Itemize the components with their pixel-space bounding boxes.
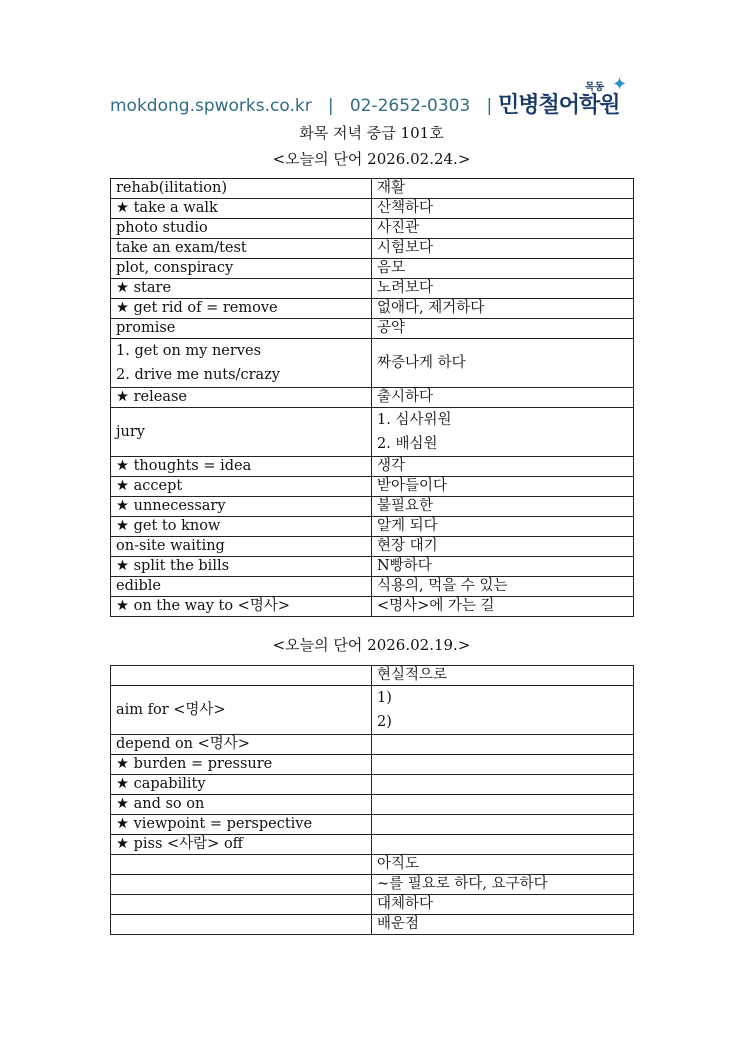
korean-meaning-cell (372, 557, 634, 577)
korean-meaning-cell (372, 775, 634, 795)
korean-meaning: 사진관 (377, 220, 420, 236)
english-term: edible (116, 578, 162, 594)
logo-star-icon: ✦ (612, 74, 628, 95)
english-term-cell (111, 775, 372, 795)
english-term-cell (111, 219, 372, 239)
english-term: ★ piss <사람> off (116, 836, 243, 852)
english-term: ★ burden = pressure (116, 756, 273, 772)
korean-meaning-cell (372, 795, 634, 815)
table-row (111, 735, 634, 755)
academy-logo: 민병철어학원 (498, 93, 620, 118)
korean-meaning: 아직도 (377, 856, 420, 872)
class-title: 화목 저녁 중급 101호 (299, 124, 444, 142)
korean-meaning-cell (372, 666, 634, 686)
table-row (111, 577, 634, 597)
korean-meaning-cell (372, 597, 634, 617)
english-term: rehab(ilitation) (116, 180, 228, 196)
korean-meaning-cell (372, 477, 634, 497)
table-row (111, 259, 634, 279)
english-term-cell (111, 319, 372, 339)
korean-meaning: ~를 필요로 하다, 요구하다 (377, 876, 548, 892)
korean-meaning: 출시하다 (377, 389, 434, 405)
korean-meaning-cell (372, 259, 634, 279)
english-term: plot, conspiracy (116, 260, 234, 276)
english-term-cell (111, 497, 372, 517)
korean-meaning: 2) (377, 714, 392, 730)
table-row (111, 855, 634, 875)
table-row (111, 815, 634, 835)
english-term: aim for <명사> (116, 701, 226, 718)
english-term: depend on <명사> (116, 736, 250, 752)
english-term-cell (111, 915, 372, 935)
korean-meaning: 현장 대기 (377, 538, 438, 554)
contact-line: mokdong.spworks.co.kr | 02-2652-0303 | (110, 96, 493, 116)
english-term: ★ stare (116, 280, 172, 296)
table-row (111, 557, 634, 577)
korean-meaning: 노려보다 (377, 280, 434, 296)
english-term-cell (111, 279, 372, 299)
korean-meaning: 1) (377, 690, 392, 706)
table-row (111, 755, 634, 775)
korean-meaning-cell (372, 239, 634, 259)
korean-meaning-cell (372, 299, 634, 319)
table-row (111, 199, 634, 219)
english-term: 1. get on my nerves (116, 343, 262, 359)
table-row (111, 299, 634, 319)
table-row (111, 597, 634, 617)
english-term-cell (111, 299, 372, 319)
table-row (111, 319, 634, 339)
table-row (111, 339, 634, 388)
english-term-cell (111, 388, 372, 408)
table-row (111, 219, 634, 239)
korean-meaning: 재활 (377, 180, 406, 196)
english-term-cell (111, 666, 372, 686)
english-term: photo studio (116, 220, 208, 236)
logo-branch: 목동 (585, 82, 605, 93)
table-row (111, 835, 634, 855)
korean-meaning-cell (372, 875, 634, 895)
table-row (111, 239, 634, 259)
korean-meaning: 현실적으로 (377, 667, 448, 683)
english-term-cell (111, 597, 372, 617)
english-term: 2. drive me nuts/crazy (116, 367, 280, 383)
english-term-cell (111, 259, 372, 279)
korean-meaning-cell (372, 319, 634, 339)
english-term-cell (111, 895, 372, 915)
korean-meaning: 음모 (377, 260, 406, 276)
english-term-cell (111, 199, 372, 219)
table-row (111, 895, 634, 915)
english-term-cell (111, 477, 372, 497)
table-row (111, 497, 634, 517)
table-row (111, 915, 634, 935)
english-term-cell (111, 577, 372, 597)
english-term: ★ take a walk (116, 200, 218, 216)
english-term-cell (111, 755, 372, 775)
english-term: ★ release (116, 389, 188, 405)
korean-meaning-cell (372, 339, 634, 388)
table-row (111, 457, 634, 477)
korean-meaning: N빵하다 (377, 558, 432, 574)
korean-meaning-cell (372, 457, 634, 477)
korean-meaning: 1. 심사위원 (377, 412, 452, 428)
korean-meaning-cell (372, 895, 634, 915)
english-term: ★ thoughts = idea (116, 458, 252, 474)
english-term: ★ on the way to <명사> (116, 598, 290, 614)
korean-meaning-cell (372, 686, 634, 735)
english-term: ★ accept (116, 478, 183, 494)
korean-meaning: 불필요한 (377, 498, 434, 514)
table-row (111, 179, 634, 199)
english-term: jury (116, 423, 145, 440)
korean-meaning-cell (372, 219, 634, 239)
english-term-cell (111, 179, 372, 199)
table-row (111, 686, 634, 735)
korean-meaning: 생각 (377, 458, 406, 474)
english-term-cell (111, 457, 372, 477)
korean-meaning: 짜증나게 하다 (377, 354, 466, 371)
table-row (111, 388, 634, 408)
korean-meaning-cell (372, 408, 634, 457)
korean-meaning-cell (372, 915, 634, 935)
english-term-cell (111, 815, 372, 835)
korean-meaning-cell (372, 179, 634, 199)
korean-meaning-cell (372, 855, 634, 875)
table-row (111, 517, 634, 537)
korean-meaning-cell (372, 279, 634, 299)
korean-meaning-cell (372, 537, 634, 557)
korean-meaning: 알게 되다 (377, 518, 438, 534)
korean-meaning: 2. 배심원 (377, 436, 438, 452)
korean-meaning-cell (372, 835, 634, 855)
korean-meaning: 대체하다 (377, 896, 434, 912)
english-term-cell (111, 686, 372, 735)
english-term-cell (111, 835, 372, 855)
korean-meaning: 없애다, 제거하다 (377, 300, 485, 316)
korean-meaning-cell (372, 517, 634, 537)
korean-meaning: 공약 (377, 320, 406, 336)
english-term: on-site waiting (116, 538, 225, 554)
english-term-cell (111, 875, 372, 895)
table-row (111, 537, 634, 557)
vocab-table-0224 (110, 178, 634, 617)
table-row (111, 795, 634, 815)
english-term-cell (111, 339, 372, 388)
korean-meaning-cell (372, 199, 634, 219)
english-term: ★ viewpoint = perspective (116, 816, 313, 832)
korean-meaning: <명사>에 가는 길 (377, 598, 495, 614)
table-row (111, 408, 634, 457)
english-term-cell (111, 795, 372, 815)
table-row (111, 775, 634, 795)
english-term-cell (111, 517, 372, 537)
section-title-0224: <오늘의 단어 2026.02.24.> (272, 150, 471, 168)
english-term-cell (111, 408, 372, 457)
table-row (111, 875, 634, 895)
english-term: ★ get to know (116, 518, 221, 534)
english-term: ★ split the bills (116, 558, 230, 574)
english-term: ★ unnecessary (116, 498, 226, 514)
korean-meaning-cell (372, 755, 634, 775)
english-term-cell (111, 239, 372, 259)
korean-meaning-cell (372, 497, 634, 517)
section-title-0219: <오늘의 단어 2026.02.19.> (272, 636, 471, 654)
korean-meaning-cell (372, 388, 634, 408)
korean-meaning: 산책하다 (377, 200, 434, 216)
english-term-cell (111, 537, 372, 557)
korean-meaning: 받아들이다 (377, 478, 448, 494)
english-term-cell (111, 735, 372, 755)
korean-meaning: 식용의, 먹을 수 있는 (377, 578, 508, 594)
english-term: take an exam/test (116, 240, 247, 256)
korean-meaning-cell (372, 815, 634, 835)
table-row (111, 279, 634, 299)
vocab-table-0219 (110, 665, 634, 935)
korean-meaning: 배운점 (377, 916, 420, 932)
table-row (111, 477, 634, 497)
english-term: ★ get rid of = remove (116, 300, 278, 316)
korean-meaning: 시험보다 (377, 240, 434, 256)
table-row (111, 666, 634, 686)
english-term: promise (116, 320, 176, 336)
english-term: ★ capability (116, 776, 206, 792)
korean-meaning-cell (372, 577, 634, 597)
english-term-cell (111, 855, 372, 875)
english-term-cell (111, 557, 372, 577)
korean-meaning-cell (372, 735, 634, 755)
english-term: ★ and so on (116, 796, 205, 812)
